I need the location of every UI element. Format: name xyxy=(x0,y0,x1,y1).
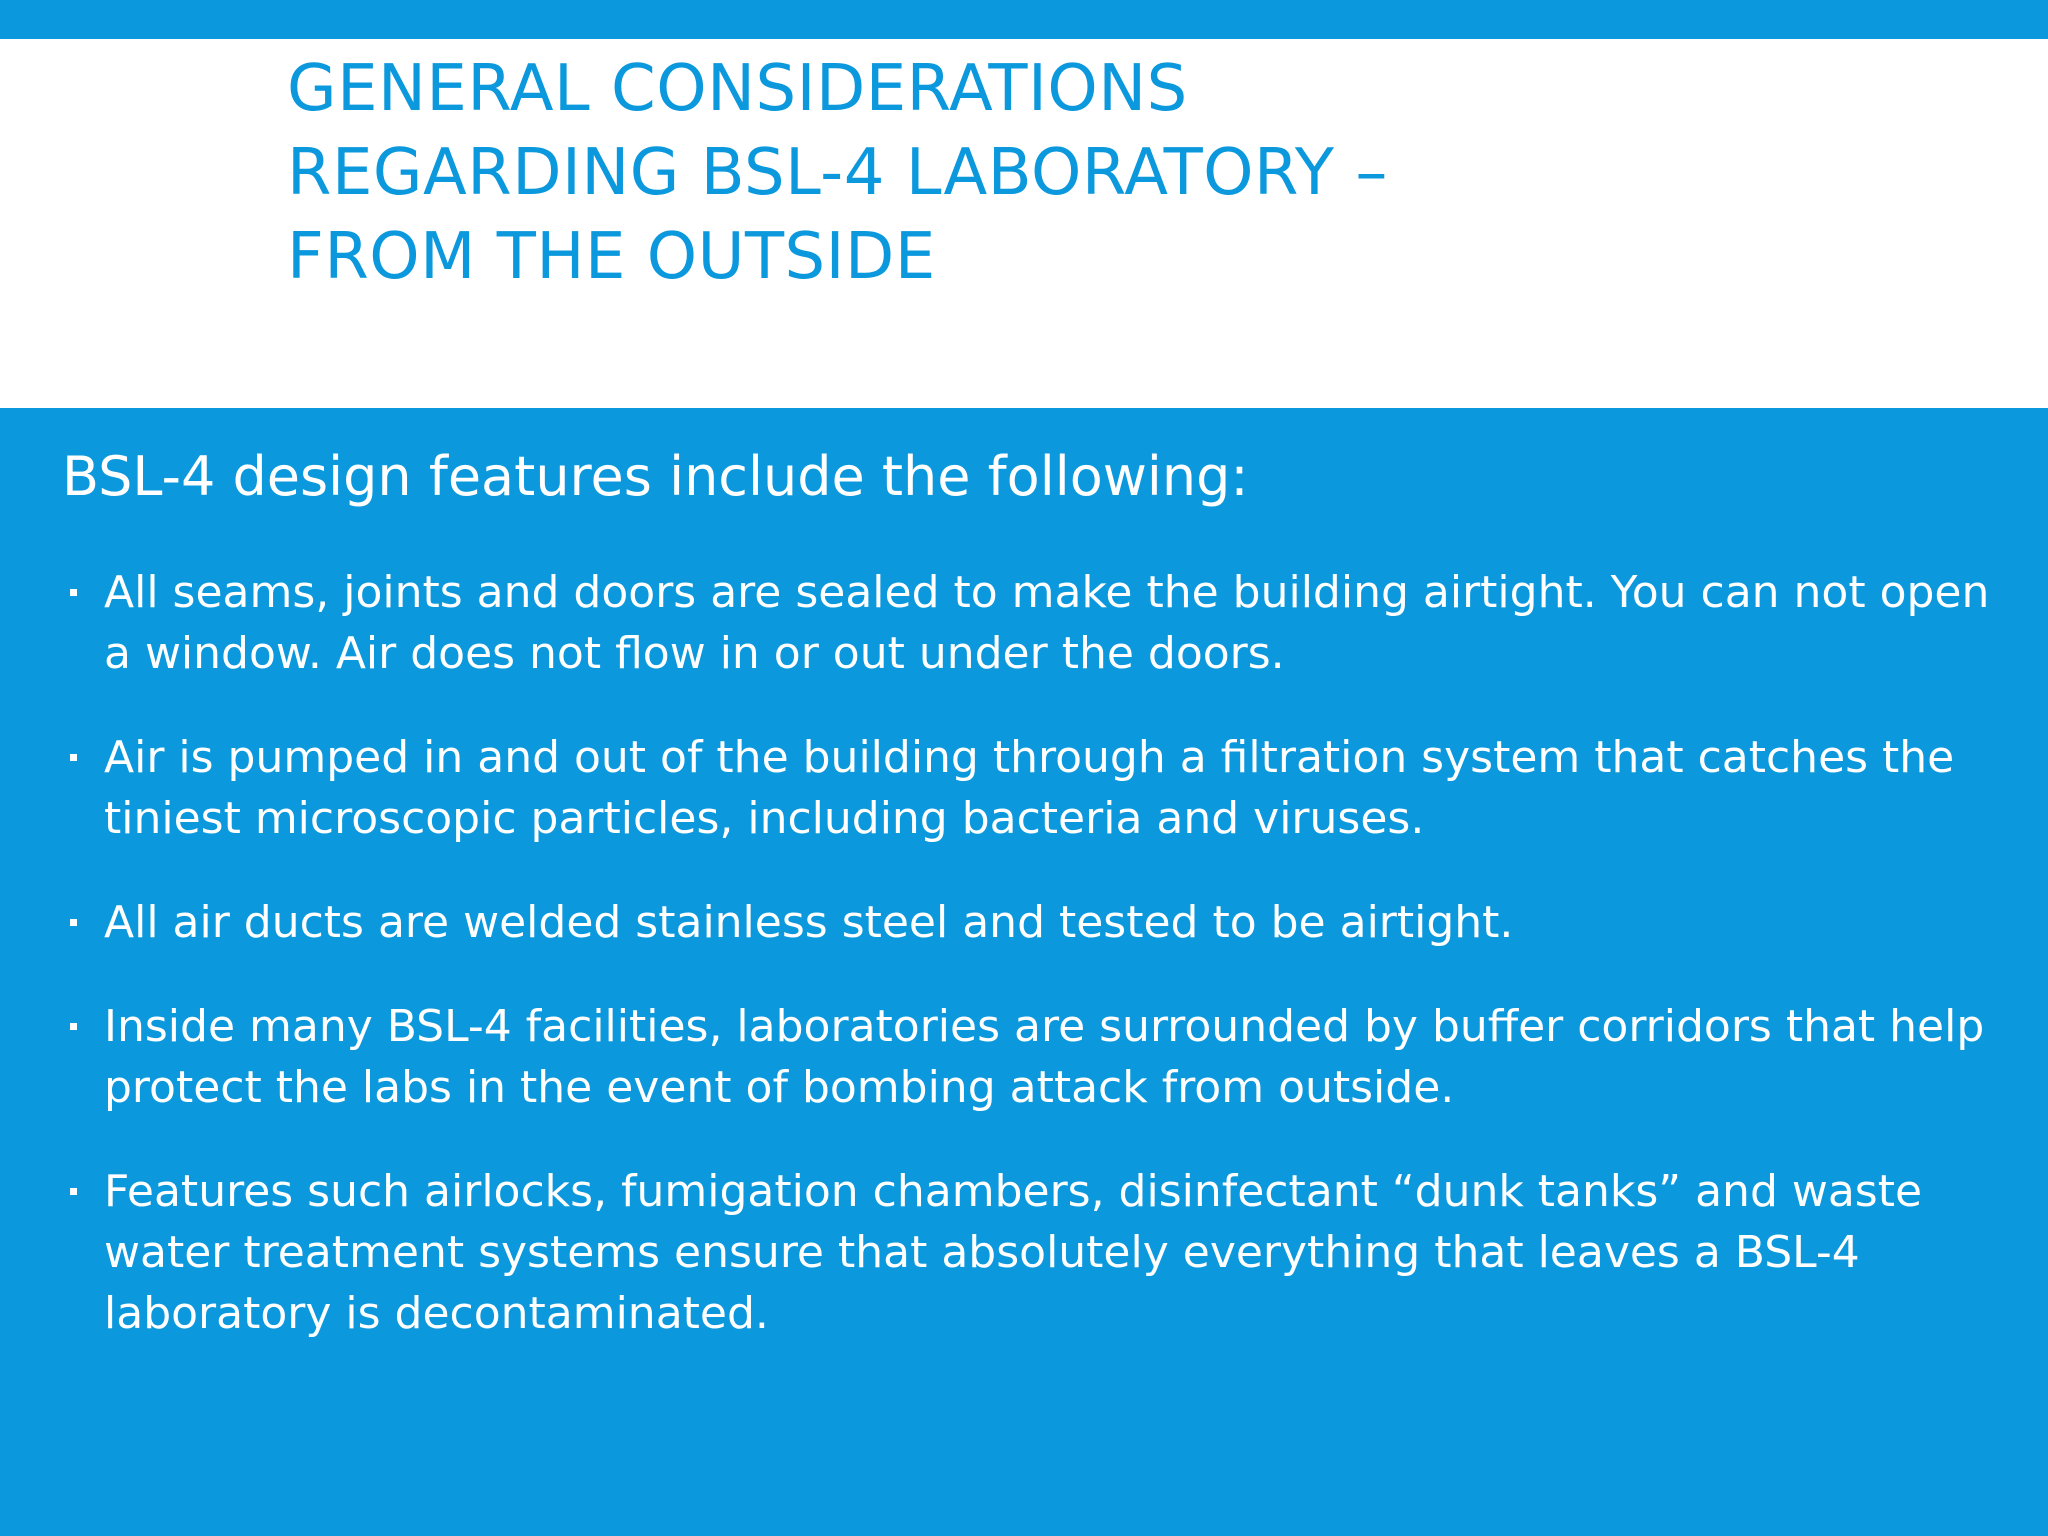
top-accent-bar xyxy=(0,0,2048,39)
bullet-square-icon xyxy=(70,919,77,926)
bullet-square-icon xyxy=(70,1023,77,1030)
content-area xyxy=(0,408,2048,1536)
title-area xyxy=(0,39,2048,408)
bullet-text: Air is pumped in and out of the building through a filtration system that catches the tiniest microscopic particles, including bacteria and viruses. xyxy=(104,732,1955,844)
bullet-item xyxy=(62,996,2022,1118)
slide-title-line-1: GENERAL CONSIDERATIONS xyxy=(287,52,1188,126)
bullet-square-icon xyxy=(70,754,77,761)
slide-title-line-2: REGARDING BSL-4 LABORATORY – xyxy=(287,136,1388,210)
bullet-text: Features such airlocks, fumigation chambers, disinfectant “dunk tanks” and waste water treatment systems ensure that absolutely everything that leaves a BSL-4 laboratory is decontaminated. xyxy=(104,1166,1923,1339)
bullet-text: All air ducts are welded stainless steel and tested to be airtight. xyxy=(104,897,1514,948)
intro-text: BSL-4 design features include the following: xyxy=(62,445,1249,508)
bullet-list xyxy=(62,562,2022,1387)
bullet-item xyxy=(62,1161,2022,1344)
bullet-item xyxy=(62,562,2022,684)
bullet-item xyxy=(62,892,2022,953)
bullet-square-icon xyxy=(70,1188,77,1195)
bullet-item xyxy=(62,727,2022,849)
bullet-square-icon xyxy=(70,589,77,596)
bullet-text: All seams, joints and doors are sealed to make the building airtight. You can not open a window. Air does not flow in or out under the doors. xyxy=(104,567,1990,679)
bullet-text: Inside many BSL-4 facilities, laboratories are surrounded by buffer corridors that help protect the labs in the event of bombing attack from outside. xyxy=(104,1001,1985,1113)
slide-title-line-3: FROM THE OUTSIDE xyxy=(287,220,936,294)
slide-title xyxy=(287,47,1987,299)
